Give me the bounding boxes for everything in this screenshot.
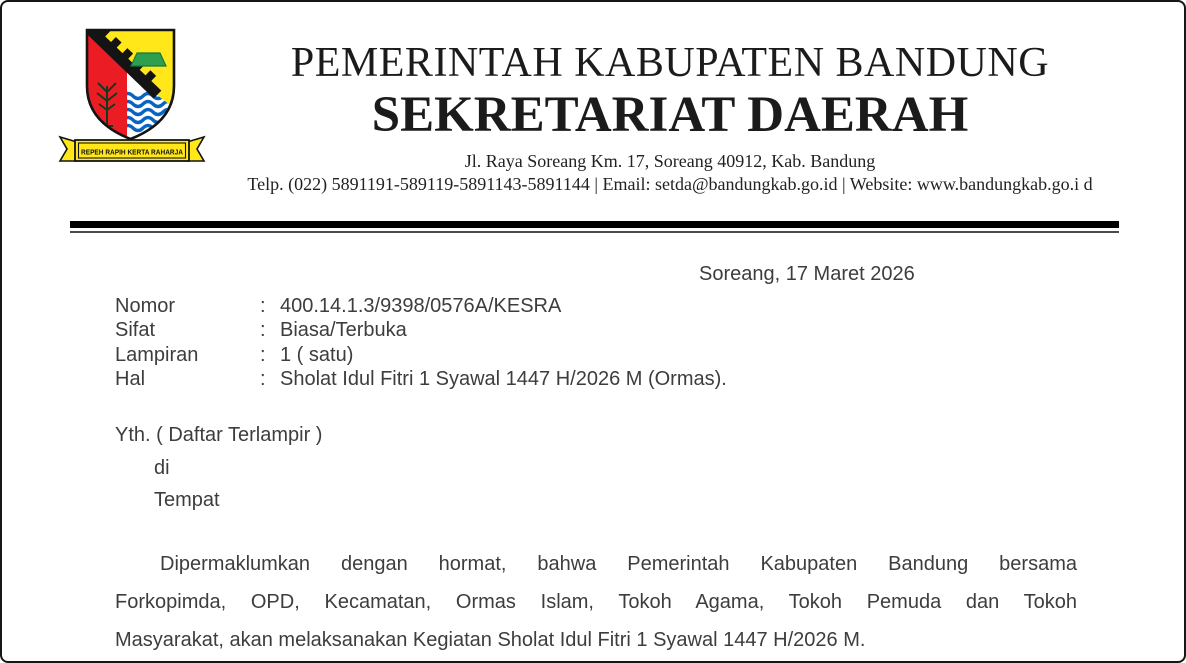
meta-label-hal: Hal — [115, 368, 146, 391]
recipient-block — [115, 419, 322, 517]
recipient-line-di: di — [154, 456, 170, 479]
meta-label-nomor: Nomor — [115, 295, 176, 317]
letterhead-text — [162, 38, 1178, 196]
meta-colon: : — [260, 295, 266, 317]
meta-value-hal: Sholat Idul Fitri 1 Syawal 1447 H/2026 M (Ormas). — [280, 368, 727, 391]
logo-motto-text: REPEH RAPIH KERTA RAHARJA — [81, 147, 183, 157]
meta-value-nomor: 400.14.1.3/9398/0576A/KESRA — [280, 295, 562, 317]
paragraph-line: Dipermaklumkan dengan hormat, bahwa Pemerintah Kabupaten Bandung bersama — [160, 553, 1077, 575]
divider-thin-line — [70, 231, 1119, 233]
recipient-line-yth: Yth. ( Daftar Terlampir ) — [115, 424, 323, 446]
mountain — [131, 53, 166, 66]
meta-label-lampiran: Lampiran — [115, 343, 199, 366]
opening-paragraph — [115, 545, 1077, 659]
meta-value-sifat: Biasa/Terbuka — [280, 319, 407, 342]
department-name: SEKRETARIAT DAERAH — [371, 87, 969, 143]
recipient-line-tempat: Tempat — [154, 489, 220, 511]
paragraph-line: Forkopimda, OPD, Kecamatan, Ormas Islam, Tokoh Agama, Tokoh Pemuda dan Tokoh — [115, 591, 1077, 613]
address-line: Jl. Raya Soreang Km. 17, Soreang 40912, Kab. Bandung — [464, 151, 876, 171]
meta-colon: : — [260, 343, 266, 366]
government-name: PEMERINTAH KABUPATEN BANDUNG — [290, 40, 1050, 86]
meta-colon: : — [260, 368, 266, 391]
letter-meta-block — [115, 294, 727, 392]
divider-thick-line — [70, 221, 1119, 228]
place-and-date: Soreang, 17 Maret 2026 — [699, 263, 915, 285]
header-divider — [70, 221, 1119, 233]
meta-label-sifat: Sifat — [115, 319, 156, 342]
meta-colon: : — [260, 319, 266, 342]
contact-line: Telp. (022) 5891191-589119-5891143-5891144 | Email: setda@bandungkab.go.id | Website: www.bandungkab.go.i d — [247, 174, 1093, 194]
meta-value-lampiran: 1 ( satu) — [280, 343, 354, 366]
paragraph-line: Masyarakat, akan melaksanakan Kegiatan Sholat Idul Fitri 1 Syawal 1447 H/2026 M. — [115, 629, 866, 651]
